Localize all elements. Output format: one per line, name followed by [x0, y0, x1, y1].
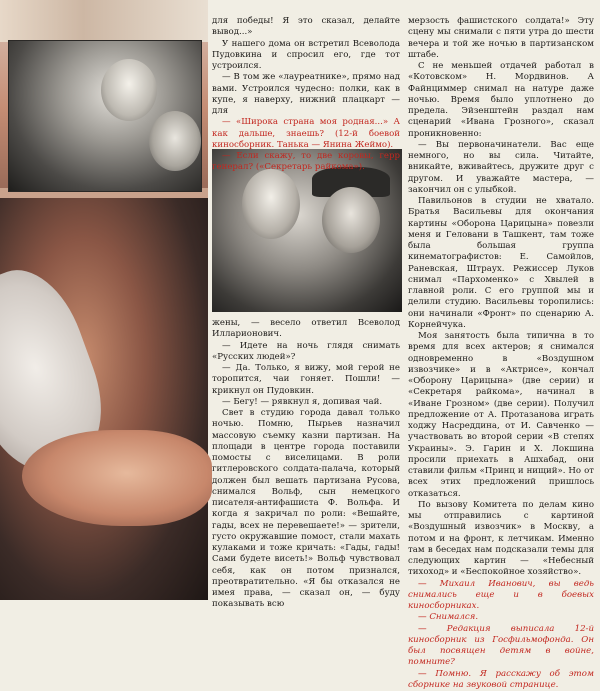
film-still-face-old-man	[242, 169, 300, 239]
paragraph: — Да. Только, я вижу, мой герой не торопится, чаи гоняет. Пошли! — крикнул он Пудовкин.	[212, 363, 400, 397]
interview-answer: — Снимался.	[408, 612, 594, 623]
paragraph: — Идете на ночь глядя снимать «Русских людей»?	[212, 341, 400, 364]
paragraph: По вызову Комитета по делам кино мы отправились с картиной «Воздушный извозчик» в Москву, а потом и на фронт, к летчикам. Именно там в беседах нам подсказали темы для следующих картин — «Небесный тихоход» и «Беспокойное хозяйство».	[408, 500, 594, 579]
paragraph: — Вы первоначинатели. Вас еще немного, но вы сила. Читайте, вникайте, вживайтесь, дружите друг с другом. И уважайте мастера, — закончил он с улыбкой.	[408, 140, 594, 196]
photo-top-area	[0, 0, 208, 42]
paragraph: мерзость фашистского солдата!» Эту сцену мы снимали с пяти утра до шести вечера и той же ночью в партизанском штабе.	[408, 16, 594, 61]
paragraph: Павильонов в студии не хватало. Братья Васильевы для окончания картины «Оборона Царицына» повезли меня и Геловани в Ташкент, там тоже была большая группа кинематографистов: Е. Самойлов, Раневская, Штраух. Режиссер Луков снимал «Пархоменко» с Хвылей в главной роли. С его группой мы и делили студию. Васильевы торопились: они начинали «Фронт» по сценарию А. Корнейчука.	[408, 196, 594, 331]
paragraph: Моя занятость была типична в то время для всех актеров; я снимался одновременно в «Воздушном извозчике» и в «Актрисе», кончал «Оборону Царицына» (две серии) и «Секретаря райкома», начинал в «Иване Грозном» (две серии). Получил предложение от А. Протазанова играть ходжу Насреддина, от И. Савченко — участвовать во второй серии «В степях Украины». Э. Гарин и Х. Локшина просили приехать в Ашхабад, они ставили фильм «Принц и нищий». Но от всех этих предложений пришлось отказаться.	[408, 331, 594, 500]
interview-question: — Михаил Иванович, вы ведь снимались еще и в боевых киносборниках.	[408, 579, 594, 613]
paragraph: — Бегу! — рявкнул я, допивая чай.	[212, 397, 400, 408]
interview-question: — Редакция выписала 12-й киносборник из Госфильмофонда. Он был посвящен детям в войне, помните?	[408, 624, 594, 669]
film-still-face-officer	[322, 187, 380, 253]
caption-red: — «Широка страна моя родная...» А как дальше, знаешь? (12-й боевой киносборник. Танька — Янина Жеймо).	[212, 117, 400, 151]
interview-answer: — Помню. Я расскажу об этом сборнике на звуковой странице.	[408, 669, 594, 691]
text-column-1-bottom	[212, 318, 400, 600]
film-still-face-2	[149, 111, 201, 171]
text-column-1-top	[212, 16, 400, 148]
paragraph: для победы! Я это сказал, делайте вывод...»	[212, 16, 400, 39]
paragraph: У нашего дома он встретил Всеволода Пудовкина и спросил его, где тот устроился.	[212, 39, 400, 73]
caption-red: — Если скажу, то две коровы, герр генерал? («Секретарь райкома»).	[212, 151, 400, 174]
paragraph: — В том же «лауреатнике», прямо над вами. Устроился чудесно: полки, как в купе, я наверху, нижний плацкарт — для	[212, 72, 400, 117]
film-still-top	[8, 40, 202, 192]
text-column-2	[408, 16, 594, 600]
film-still-face-1	[101, 59, 157, 121]
paragraph: С не меньшей отдачей работал в «Котовском» Н. Мордвинов. А Файнциммер снимал на натуре даже ночью. Время было уплотнено до предела. Эйзенштейн раздал нам сценарий «Ивана Грозного», сказал проникновенно:	[408, 61, 594, 140]
paragraph: жены, — весело ответил Всеволод Илларионович.	[212, 318, 400, 341]
paragraph: Свет в студию города давал только ночью. Помню, Пырьев назначил массовую съемку казни партизан. На площади в центре города поставили помосты с виселицами. В роли гитлеровского солдата-палача, который должен был вешать партизана Русова, снимался Вольф, сын немецкого писателя-антифашиста Ф. Вольфа. И когда я закричал по роли: «Вешайте, гады, всех не перевешаете!» — зрители, густо окружавшие помост, стали махать кулаками и тоже кричать: «Гады, гады! Сами будете висеть!» Вольф чувствовал себя, как он потом признался, преотвратительно. «Я бы отказался не имея права, — сказал он, — буду показывать всю	[212, 408, 400, 611]
